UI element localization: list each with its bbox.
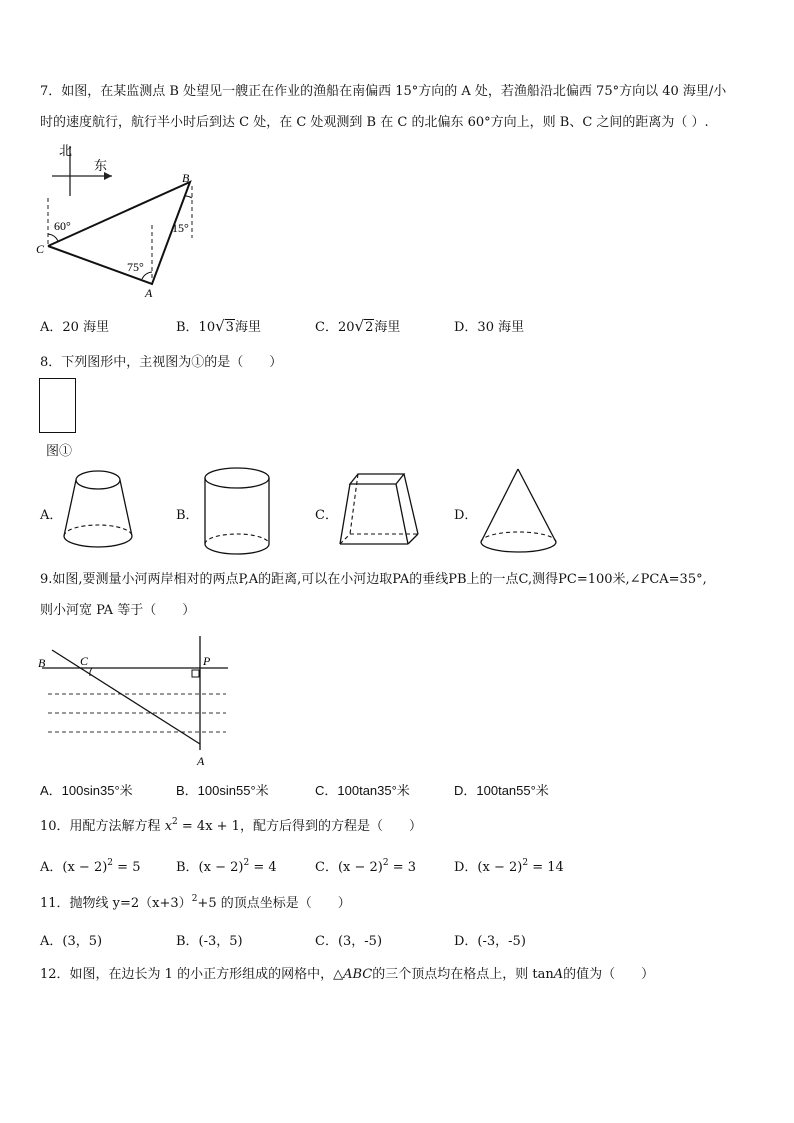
q10-option-c-value: = 3 bbox=[388, 860, 417, 875]
q7-option-b-radicand: 3 bbox=[225, 320, 234, 335]
point-p-label: P bbox=[203, 654, 211, 668]
right-angle-mark bbox=[192, 670, 199, 677]
frustum-top bbox=[76, 471, 120, 489]
q12-angle-var: A bbox=[553, 967, 564, 982]
point-b-label: B bbox=[182, 171, 190, 185]
q12-stem-prefix: 12．如图，在边长为 1 的小正方形组成的网格中， bbox=[40, 967, 334, 982]
front-view-rectangle bbox=[39, 378, 76, 433]
q7-option-a: A．20 海里 bbox=[40, 320, 110, 335]
q7-option-b bbox=[176, 316, 261, 335]
q9-option-a: A．100sin35°米 bbox=[40, 783, 133, 798]
sqrt-symbol: √ bbox=[215, 317, 225, 335]
q11-option-d: D．(-3，-5) bbox=[454, 934, 526, 949]
point-b-label: B bbox=[38, 656, 46, 670]
q10-option-d-base: D．(x − 2) bbox=[454, 860, 523, 875]
cone-base-back bbox=[481, 532, 556, 542]
q11-option-c: C．(3，-5) bbox=[315, 934, 383, 949]
cone-base-front bbox=[481, 542, 556, 552]
q10-option-a-value: = 5 bbox=[113, 860, 141, 875]
q10-option-d-value: = 14 bbox=[528, 860, 564, 875]
q11-stem bbox=[40, 894, 351, 914]
sqrt-symbol: √ bbox=[354, 317, 365, 335]
q10-option-c-base: C．(x − 2) bbox=[315, 860, 383, 875]
q10-option-b-exp: 2 bbox=[243, 858, 250, 868]
q9-stem-line1: 9.如图,要测量小河两岸相对的两点P,A的距离,可以在小河边取PA的垂线PB上的一点C,测得PC=100米,∠PCA=35°, bbox=[40, 572, 707, 587]
q10-option-b-value: = 4 bbox=[249, 860, 277, 875]
q7-option-c-suffix: 海里 bbox=[374, 320, 401, 335]
q7-stem-line1: 7．如图，在某监测点 B 处望见一艘正在作业的渔船在南偏西 15°方向的 A 处，若渔船沿北偏西 75°方向以 40 海里/小 bbox=[40, 84, 727, 99]
triangle-abc bbox=[48, 182, 190, 284]
q10-equation-lhs: x bbox=[164, 819, 173, 834]
q10-option-a-base: A．(x − 2) bbox=[40, 860, 108, 875]
cone-side-right bbox=[518, 469, 556, 542]
q10-option-b-base: B．(x − 2) bbox=[176, 860, 244, 875]
q11-option-b: B．(-3，5) bbox=[176, 934, 243, 949]
compass-east-arrow bbox=[104, 172, 112, 180]
frustum-figure bbox=[60, 466, 136, 556]
q9-option-b: B．100sin55°米 bbox=[176, 783, 269, 798]
q7-option-c-radicand: 2 bbox=[365, 320, 374, 335]
point-c-label: C bbox=[80, 654, 89, 668]
angle-a-label: 75° bbox=[127, 260, 144, 274]
q9-option-d: D．100tan55°米 bbox=[454, 783, 549, 798]
cone-figure bbox=[476, 466, 562, 558]
prism-edge-front-right bbox=[396, 484, 408, 544]
q7-option-c-prefix: C．20 bbox=[315, 320, 355, 335]
point-a-label: A bbox=[145, 286, 153, 300]
q7-figure bbox=[32, 138, 212, 304]
cone-side-left bbox=[481, 469, 518, 542]
q12-stem-suffix: 的值为（ ） bbox=[563, 967, 655, 982]
q9-stem-line2: 则小河宽 PA 等于（ ） bbox=[40, 603, 196, 618]
prism-edge-back-right bbox=[404, 474, 418, 534]
q10-option-d bbox=[454, 856, 564, 875]
q12-stem-mid: 的三个顶点均在格点上，则 tan bbox=[372, 967, 554, 982]
point-c-label: C bbox=[36, 242, 45, 256]
q11-stem-suffix: +5 的顶点坐标是（ ） bbox=[197, 896, 351, 911]
angle-b-label: 15° bbox=[172, 221, 189, 235]
angle-c-label: 60° bbox=[54, 219, 71, 233]
prism-edge-front-left bbox=[340, 484, 350, 544]
q9-figure bbox=[34, 632, 234, 772]
q7-option-b-suffix: 海里 bbox=[234, 320, 261, 335]
q10-option-a-exp: 2 bbox=[107, 858, 114, 868]
q11-stem-prefix: 11．抛物线 y=2（x+3） bbox=[40, 896, 192, 911]
prism-bottom-right bbox=[408, 534, 418, 544]
q11-stem-exp: 2 bbox=[191, 894, 198, 904]
q8-option-b: B． bbox=[176, 508, 199, 523]
q8-figure-caption: 图① bbox=[46, 444, 73, 459]
q10-stem bbox=[40, 817, 422, 837]
q9-option-c: C．100tan35°米 bbox=[315, 783, 410, 798]
point-a-label: A bbox=[197, 754, 205, 768]
frustum-bottom-front bbox=[64, 536, 132, 547]
q12-triangle: △ABC bbox=[333, 967, 373, 982]
frustum-bottom-back bbox=[64, 525, 132, 536]
q12-stem bbox=[40, 965, 654, 985]
q10-stem-suffix: ，配方后得到的方程是（ ） bbox=[239, 819, 422, 834]
compass-north-label: 北 bbox=[59, 143, 73, 158]
cylinder-figure bbox=[201, 464, 273, 560]
q8-stem: 8．下列图形中，主视图为①的是（ ） bbox=[40, 355, 283, 370]
frustum-side-left bbox=[64, 480, 76, 536]
q10-equation-rhs: = 4x + 1 bbox=[177, 819, 240, 834]
cylinder-bottom-front bbox=[205, 544, 269, 554]
q10-option-d-exp: 2 bbox=[522, 858, 529, 868]
angle-arc-b bbox=[185, 196, 192, 198]
frustum-side-right bbox=[120, 480, 132, 536]
q7-option-b-prefix: B．10 bbox=[176, 320, 216, 335]
angle-arc-c bbox=[48, 234, 58, 241]
q7-option-d: D．30 海里 bbox=[454, 320, 525, 335]
q7-option-c bbox=[315, 316, 400, 335]
cylinder-top bbox=[205, 468, 269, 488]
compass-east-label: 东 bbox=[94, 158, 108, 173]
q10-option-c-exp: 2 bbox=[382, 858, 389, 868]
prism-frustum-figure bbox=[336, 468, 422, 554]
q8-option-d: D． bbox=[454, 508, 478, 523]
q8-option-c: C． bbox=[315, 508, 338, 523]
q8-option-a: A． bbox=[40, 508, 63, 523]
cylinder-bottom-back bbox=[205, 534, 269, 544]
segment-ca bbox=[52, 650, 200, 744]
q10-equation-exp: 2 bbox=[172, 817, 178, 827]
q11-option-a: A．(3，5) bbox=[40, 934, 103, 949]
q10-stem-prefix: 10．用配方法解方程 bbox=[40, 819, 161, 834]
q10-option-c bbox=[315, 856, 416, 875]
q10-option-b bbox=[176, 856, 277, 875]
q10-option-a bbox=[40, 856, 140, 875]
q7-stem-line2: 时的速度航行，航行半小时后到达 C 处，在 C 处观测到 B 在 C 的北偏东 60°方向上，则 B、C 之间的距离为（ ）. bbox=[40, 115, 709, 130]
